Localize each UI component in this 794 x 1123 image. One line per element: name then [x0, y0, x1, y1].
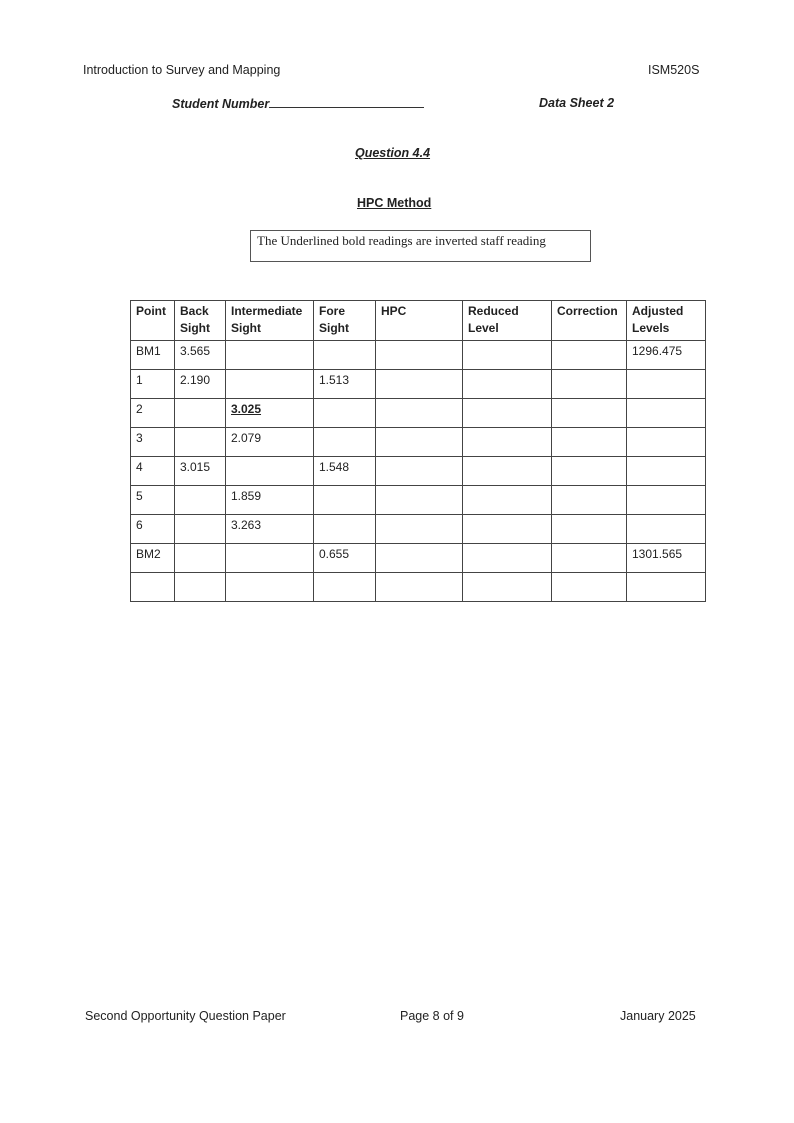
table-cell[interactable] [376, 341, 463, 370]
table-cell[interactable] [627, 399, 706, 428]
column-header: Intermediate Sight [226, 301, 314, 341]
cell-value: 3.263 [231, 518, 262, 532]
table-cell [131, 341, 175, 370]
column-header: HPC [376, 301, 463, 341]
table-cell[interactable] [627, 486, 706, 515]
table-row [131, 515, 706, 544]
cell-value: 1301.565 [632, 547, 683, 561]
table-cell[interactable] [226, 341, 314, 370]
table-row [131, 428, 706, 457]
table-cell [131, 428, 175, 457]
cell-value: 1.513 [319, 373, 350, 387]
cell-value: 3 [136, 431, 143, 445]
table-cell[interactable] [314, 486, 376, 515]
table-cell [131, 544, 175, 573]
table-cell[interactable] [376, 486, 463, 515]
table-cell[interactable] [314, 428, 376, 457]
table-cell[interactable] [463, 573, 552, 602]
note-box: The Underlined bold readings are inverted staff reading [250, 230, 591, 262]
footer-paper: Second Opportunity Question Paper [85, 1009, 286, 1023]
table-cell[interactable] [376, 457, 463, 486]
table-cell [314, 544, 376, 573]
table-cell[interactable] [314, 341, 376, 370]
table-cell[interactable] [627, 370, 706, 399]
cell-value: 1.548 [319, 460, 350, 474]
course-code: ISM520S [648, 63, 700, 77]
table-row [131, 573, 706, 602]
table-cell [131, 486, 175, 515]
student-number-label: Student Number [172, 97, 270, 111]
student-number-line [269, 96, 424, 108]
footer-date: January 2025 [620, 1009, 696, 1023]
table-cell[interactable] [175, 399, 226, 428]
table-cell[interactable] [463, 515, 552, 544]
table-cell [131, 457, 175, 486]
table-row [131, 370, 706, 399]
levelling-table [130, 300, 706, 602]
table-cell [226, 399, 314, 428]
cell-value: 1296.475 [632, 344, 683, 358]
table-cell[interactable] [226, 370, 314, 399]
table-cell[interactable] [314, 515, 376, 544]
table-cell[interactable] [463, 370, 552, 399]
table-cell[interactable] [627, 428, 706, 457]
table-cell[interactable] [226, 544, 314, 573]
table-cell[interactable] [463, 399, 552, 428]
table-cell[interactable] [175, 486, 226, 515]
table-cell [175, 341, 226, 370]
table-cell[interactable] [376, 428, 463, 457]
table-cell[interactable] [463, 457, 552, 486]
table-header-row [131, 301, 706, 341]
table-cell[interactable] [376, 544, 463, 573]
table-cell [175, 370, 226, 399]
table-cell [226, 486, 314, 515]
column-header: Adjusted Levels [627, 301, 706, 341]
table-cell[interactable] [627, 573, 706, 602]
table-cell[interactable] [552, 573, 627, 602]
cell-value: 0.655 [319, 547, 350, 561]
table-cell[interactable] [463, 341, 552, 370]
cell-value: 2.079 [231, 431, 262, 445]
table-cell[interactable] [175, 573, 226, 602]
student-number-field[interactable] [172, 96, 424, 111]
table-cell[interactable] [552, 457, 627, 486]
table-cell[interactable] [175, 428, 226, 457]
table-cell[interactable] [463, 486, 552, 515]
table-cell [314, 370, 376, 399]
table-cell [131, 515, 175, 544]
table-cell [314, 457, 376, 486]
cell-value: 2.190 [180, 373, 211, 387]
cell-value: BM2 [136, 547, 161, 561]
table-cell [226, 428, 314, 457]
table-cell[interactable] [226, 573, 314, 602]
table-cell[interactable] [552, 515, 627, 544]
table-cell [131, 399, 175, 428]
column-header: Fore Sight [314, 301, 376, 341]
cell-value: 1.859 [231, 489, 262, 503]
table-cell [226, 515, 314, 544]
cell-value: 3.565 [180, 344, 211, 358]
table-cell [175, 457, 226, 486]
data-sheet-label: Data Sheet 2 [539, 96, 615, 110]
table-cell[interactable] [552, 399, 627, 428]
cell-value: BM1 [136, 344, 161, 358]
course-title: Introduction to Survey and Mapping [83, 63, 281, 77]
table-cell [627, 341, 706, 370]
cell-value: 6 [136, 518, 143, 532]
cell-value: 5 [136, 489, 143, 503]
table-cell[interactable] [376, 573, 463, 602]
table-cell[interactable] [131, 573, 175, 602]
table-cell[interactable] [552, 428, 627, 457]
table-row [131, 341, 706, 370]
table-cell[interactable] [376, 515, 463, 544]
table-cell[interactable] [314, 573, 376, 602]
table-cell[interactable] [552, 544, 627, 573]
table-cell[interactable] [627, 515, 706, 544]
cell-value: 2 [136, 402, 143, 416]
table-cell[interactable] [552, 486, 627, 515]
column-header: Point [131, 301, 175, 341]
table-cell[interactable] [376, 399, 463, 428]
inverted-reading: 3.025 [231, 402, 262, 416]
cell-value: 4 [136, 460, 143, 474]
table-row [131, 544, 706, 573]
table-cell[interactable] [552, 341, 627, 370]
column-header: Correction [552, 301, 627, 341]
table-cell[interactable] [376, 370, 463, 399]
table-cell [627, 544, 706, 573]
table-cell[interactable] [314, 399, 376, 428]
table-cell[interactable] [627, 457, 706, 486]
table-row [131, 486, 706, 515]
column-header: Back Sight [175, 301, 226, 341]
table-cell[interactable] [463, 544, 552, 573]
table-row [131, 457, 706, 486]
table-cell[interactable] [175, 515, 226, 544]
column-header: Reduced Level [463, 301, 552, 341]
table-cell[interactable] [226, 457, 314, 486]
table-row [131, 399, 706, 428]
method-heading: HPC Method [357, 196, 432, 210]
question-heading: Question 4.4 [355, 146, 431, 160]
table-cell[interactable] [552, 370, 627, 399]
table-cell[interactable] [175, 544, 226, 573]
cell-value: 3.015 [180, 460, 211, 474]
footer-page: Page 8 of 9 [400, 1009, 464, 1023]
cell-value: 1 [136, 373, 143, 387]
table-cell[interactable] [463, 428, 552, 457]
table-cell [131, 370, 175, 399]
